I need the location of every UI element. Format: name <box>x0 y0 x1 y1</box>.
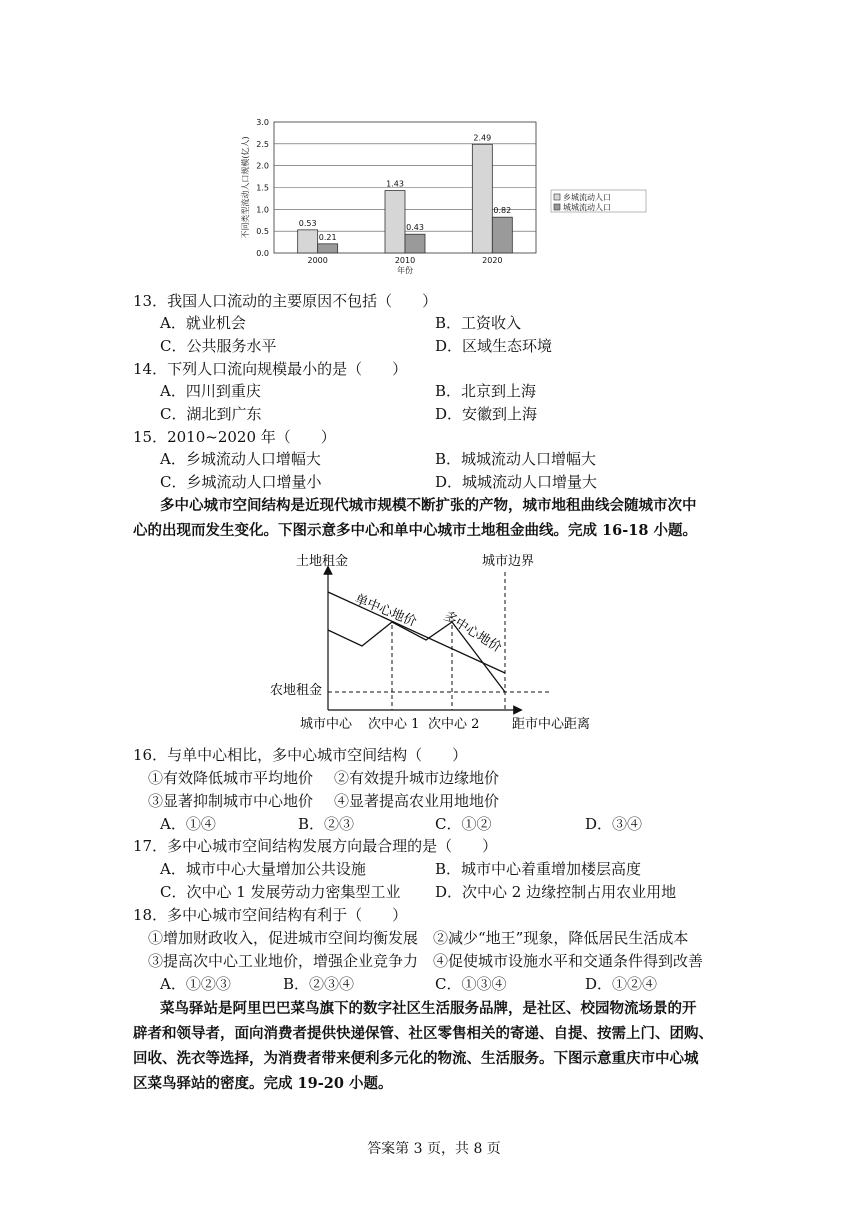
bar <box>318 244 338 253</box>
q13-option-c: C．公共服务水平 <box>160 337 277 355</box>
q18-stem: 18．多中心城市空间结构有利于（ ） <box>133 906 408 924</box>
q16-statement-3: ③显著抑制城市中心地价 <box>148 792 314 810</box>
q18-option-c: C．①③④ <box>435 975 507 993</box>
y-tick-label: 1.0 <box>256 205 269 215</box>
x-tick-label: 2000 <box>307 256 328 265</box>
data-label: 0.82 <box>493 206 512 216</box>
q13-option-b: B．工资收入 <box>435 314 522 332</box>
intro-19-20-line3: 回收、洗衣等选择，为消费者带来便利多元化的物流、生活服务。下图示意重庆市中心城 <box>133 1050 699 1067</box>
data-label: 2.49 <box>473 133 492 143</box>
bar <box>472 144 492 253</box>
q16-option-a: A．①④ <box>160 815 216 833</box>
y-tick-label: 2.0 <box>256 161 269 171</box>
q18-statement-3: ③提高次中心工业地价，增强企业竞争力 <box>148 952 419 970</box>
y-tick-label: 3.0 <box>256 118 269 127</box>
q17-option-c: C．次中心 1 发展劳动力密集型工业 <box>160 883 401 901</box>
q16-option-c: C．①② <box>435 815 492 833</box>
q14-option-c: C．湖北到广东 <box>160 405 262 423</box>
population-bar-chart <box>236 112 656 282</box>
intro-16-18-line2: 心的出现而发生变化。下图示意多中心和单中心城市土地租金曲线。完成 16-18 小题。 <box>133 522 697 539</box>
q15-option-a: A．乡城流动人口增幅大 <box>160 450 321 468</box>
q16-statement-2: ②有效提升城市边缘地价 <box>334 769 500 787</box>
bar <box>492 217 512 253</box>
q16-stem: 16．与单中心相比，多中心城市空间结构（ ） <box>133 746 468 764</box>
q18-statement-2: ②减少“地王”现象，降低居民生活成本 <box>433 929 689 947</box>
x-label-city-center: 城市中心 <box>300 717 353 732</box>
bar <box>298 230 318 253</box>
q18-option-a: A．①②③ <box>160 975 231 993</box>
q16-statement-1: ①有效降低城市平均地价 <box>148 769 314 787</box>
page-footer: 答案第 3 页，共 8 页 <box>367 1141 501 1157</box>
bar <box>385 191 405 253</box>
q18-option-d: D．①②④ <box>585 975 658 993</box>
y-axis-label: 不同类型流动人口规模(亿人) <box>241 136 250 239</box>
q14-option-b: B．北京到上海 <box>435 382 537 400</box>
y-tick-label: 2.5 <box>256 139 269 149</box>
q15-option-c: C．乡城流动人口增量小 <box>160 473 322 491</box>
y-tick-label: 1.5 <box>256 183 269 193</box>
y-tick-label: 0.5 <box>256 227 269 237</box>
data-label: 1.43 <box>386 179 404 189</box>
q13-stem: 13．我国人口流动的主要原因不包括（ ） <box>133 292 438 310</box>
q18-option-b: B．②③④ <box>283 975 355 993</box>
x-label-sub-center-1: 次中心 1 <box>368 717 420 732</box>
q16-option-b: B．②③ <box>298 815 355 833</box>
q14-option-a: A．四川到重庆 <box>160 382 261 400</box>
x-tick-label: 2010 <box>394 256 416 265</box>
y-tick-label: 0.0 <box>256 249 269 258</box>
x-tick-label: 2020 <box>482 256 503 265</box>
single-center-label: 单中心地价 <box>352 591 419 631</box>
q16-option-d: D．③④ <box>585 815 643 833</box>
boundary-label: 城市边界 <box>482 554 535 569</box>
q17-stem: 17．多中心城市空间结构发展方向最合理的是（ ） <box>133 837 498 855</box>
intro-19-20-line4: 区菜鸟驿站的密度。完成 19-20 小题。 <box>133 1075 393 1092</box>
q17-option-d: D．次中心 2 边缘控制占用农业用地 <box>435 883 677 901</box>
q18-statement-4: ④促使城市设施水平和交通条件得到改善 <box>433 952 704 970</box>
intro-16-18-line1: 多中心城市空间结构是近现代城市规模不断扩张的产物，城市地租曲线会随城市次中 <box>160 497 697 514</box>
bar <box>405 234 425 253</box>
data-label: 0.21 <box>318 232 337 242</box>
intro-19-20-line1: 菜鸟驿站是阿里巴巴菜鸟旗下的数字社区生活服务品牌，是社区、校园物流场景的开 <box>160 1000 697 1017</box>
q18-statement-1: ①增加财政收入，促进城市空间均衡发展 <box>148 929 419 947</box>
data-label: 0.53 <box>298 218 317 228</box>
x-label-sub-center-2: 次中心 2 <box>428 717 480 732</box>
legend-swatch <box>554 204 560 210</box>
q15-option-d: D．城城流动人口增量大 <box>435 473 598 491</box>
farm-rent-label: 农地租金 <box>270 683 323 698</box>
q15-option-b: B．城城流动人口增幅大 <box>435 450 597 468</box>
x-label-distance: 距市中心距离 <box>512 717 591 732</box>
intro-19-20-line2: 辟者和领导者，面向消费者提供快递保管、社区零售相关的寄递、自提、按需上门、团购、 <box>133 1025 713 1042</box>
q14-option-d: D．安徽到上海 <box>435 405 538 423</box>
q13-option-d: D．区域生态环境 <box>435 337 553 355</box>
y-axis-label: 土地租金 <box>296 554 349 569</box>
q14-stem: 14．下列人口流向规模最小的是（ ） <box>133 360 408 378</box>
q15-stem: 15．2010~2020 年（ ） <box>133 428 336 446</box>
legend-swatch <box>554 194 560 200</box>
q16-statement-4: ④显著提高农业用地地价 <box>334 792 500 810</box>
land-rent-diagram <box>270 550 610 740</box>
q17-option-b: B．城市中心着重增加楼层高度 <box>435 860 642 878</box>
multi-center-label: 多中心地价 <box>440 608 504 656</box>
x-axis-label: 年份 <box>397 266 413 275</box>
data-label: 0.43 <box>406 223 424 233</box>
legend-entry: 城城流动人口 <box>563 203 611 212</box>
q13-option-a: A．就业机会 <box>160 314 246 332</box>
legend-entry: 乡城流动人口 <box>563 193 611 202</box>
q17-option-a: A．城市中心大量增加公共设施 <box>160 860 366 878</box>
